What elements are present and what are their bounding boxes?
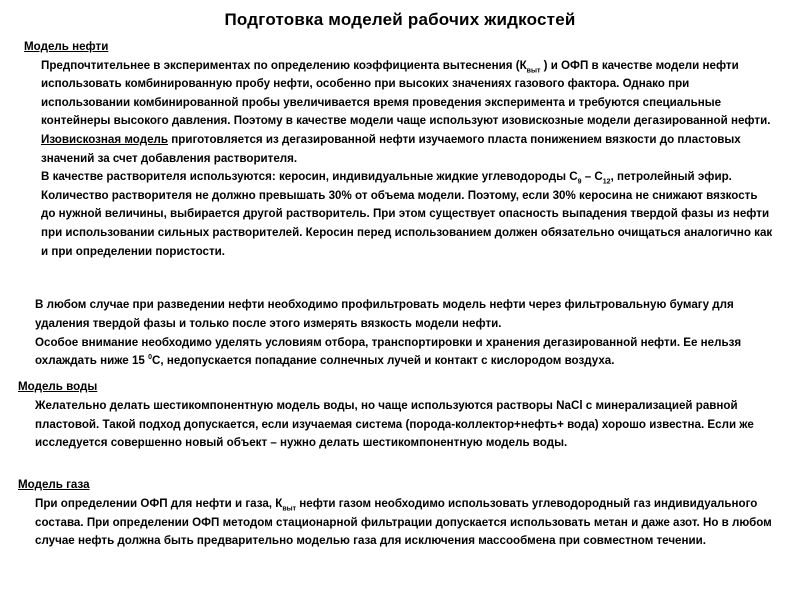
oil-p3-text-a: В качестве растворителя используются: керосин, индивидуальные жидкие углеводороды С <box>41 170 578 184</box>
water-paragraph-1: Желательно делать шестикомпонентную модель воды, но чаще используются растворы NaCl с минерализацией равной пластовой. Такой подход допускается, если изучаемая система (порода-коллектор+нефть+ вода) хорошо известна. Если же исследуется совершенно новый объект – нужно делать шестикомпонентную модель воды. <box>35 398 754 450</box>
oil-paragraph-2 <box>24 131 774 168</box>
oil-p3-text-c: , петролейный эфир. Количество растворителя не должно превышать 30% от объема модели. Поэтому, если 30% керосина не снижают вязкость до нужной величины, выбирается другой растворитель. При этом существует опасность выпадения твердой фазы из нефти при использовании сильных растворителей. Керосин перед использованием должен обязательно очищаться аналогично как и при определении пористости. <box>41 170 773 258</box>
page-title: Подготовка моделей рабочих жидкостей <box>224 10 576 29</box>
oil-model-section <box>24 38 774 261</box>
gas-paragraph-1 <box>18 495 778 551</box>
general-paragraph-2 <box>18 334 778 372</box>
oil-p1-text-b: ) и ОФП в качестве модели нефти использовать комбинированную пробу нефти, особенно при высоких значениях газового фактора. Однако при использовании комбинированной пробы увеличивается время проведения эксперимента и требуются специальные контейнеры высокого давления. Поэтому в качестве модели чаще используют изовискозные модели дегазированной нефти. <box>41 58 771 128</box>
general-p2-text-a: Особое внимание необходимо уделять условиям отбора, транспортировки и хранения дегазированной нефти. Ее нельзя охлаждать ниже 15 <box>35 335 742 368</box>
oil-p2-text: приготовляется из дегазированной нефти изучаемого пласта понижением вязкости до пластовых значений за счет добавления растворителя. <box>41 132 741 165</box>
general-notes-section <box>18 296 778 371</box>
general-p2-text-b: С, недопускается попадание солнечных лучей и контакт с кислородом воздуха. <box>152 354 615 368</box>
gas-model-section <box>18 476 778 551</box>
oil-model-heading: Модель нефти <box>24 40 109 53</box>
isoviscous-term: Изовискозная модель <box>41 132 169 146</box>
oil-paragraph-1 <box>24 57 774 131</box>
gas-p1-text-a: При определении ОФП для нефти и газа, К <box>35 496 283 510</box>
water-model-heading: Модель воды <box>18 380 98 393</box>
water-model-section <box>18 378 778 453</box>
degree-superscript: 0 <box>148 354 152 362</box>
oil-paragraph-3 <box>24 168 774 261</box>
gas-model-heading: Модель газа <box>18 478 90 491</box>
oil-p3-subscript-1: 9 <box>577 178 582 186</box>
oil-p1-subscript: выт <box>526 66 541 74</box>
oil-p3-text-b: – С <box>581 170 603 184</box>
oil-p3-subscript-2: 12 <box>602 178 611 186</box>
gas-p1-subscript: выт <box>282 505 297 513</box>
oil-p1-text-a: Предпочтительнее в экспериментах по определению коэффициента вытеснения (К <box>41 58 527 72</box>
general-paragraph-1: В любом случае при разведении нефти необходимо профильтровать модель нефти через фильтровальную бумагу для удаления твердой фазы и только после этого измерять вязкость модели нефти. <box>35 298 734 330</box>
gas-p1-text-b: нефти газом необходимо использовать углеводородный газ индивидуального состава. При определении ОФП методом стационарной фильтрации допускается использовать метан и даже азот. Но в любом случае нефть должна быть предварительно моделью газа для исключения массообмена при совместном течении. <box>35 496 772 548</box>
